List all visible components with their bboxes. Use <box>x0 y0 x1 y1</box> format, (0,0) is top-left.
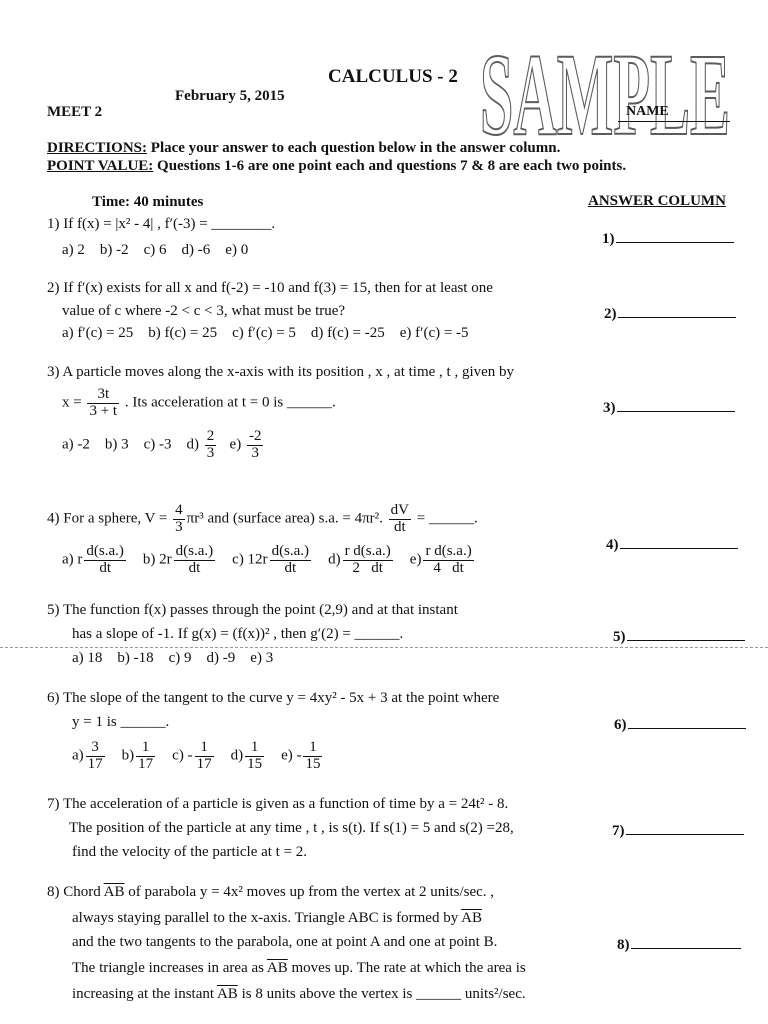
svg-text:SAMPLE: SAMPLE <box>480 34 730 144</box>
question-7-line-3: find the velocity of the particle at t = 2. <box>72 844 308 860</box>
question-8-line-4: The triangle increases in area as $\overline{AB}$ moves up. The rate at which the area is <box>72 960 526 976</box>
question-5-line-1: 5) The function f(x) passes through the point (2,9) and at that instant <box>47 602 458 618</box>
point-value-text: Questions 1-6 are one point each and questions 7 & 8 are each two points. <box>153 158 627 174</box>
question-7-line-1: 7) The acceleration of a particle is given as a function of time by a = 24t² - 8. <box>47 796 509 812</box>
question-8-line-3: and the two tangents to the parabola, one at point A and one at point B. <box>72 934 498 950</box>
directions-text: Place your answer to each question below in the answer column. <box>147 140 561 156</box>
directions-label: DIRECTIONS: <box>47 140 148 156</box>
answer-2[interactable]: 2) <box>604 303 736 323</box>
answer-5[interactable]: 5) <box>613 626 745 646</box>
question-4-text: 4) For a sphere, V = $\frac{4}{3}$ πr³ and (surface area) s.a. = 4πr². $\frac{dV}{dt}$ = ______. <box>47 502 478 535</box>
question-6-line-1: 6) The slope of the tangent to the curve y = 4xy² - 5x + 3 at the point where <box>47 690 500 706</box>
directions-line <box>47 140 560 157</box>
question-1-text: 1) If f(x) = |x² - 4| , f′(-3) = ________. <box>47 216 276 232</box>
question-3-choices: a) -2 b) 3 c) -3 d) $\frac{2}{3}$ e) $\frac{-2}{3}$ <box>62 428 262 461</box>
question-8-line-5: increasing at the instant $\overline{AB}$ is 8 units above the vertex is ______ units²/sec. <box>72 986 526 1002</box>
name-field-line[interactable] <box>618 121 730 122</box>
answer-6[interactable]: 6) <box>614 714 746 734</box>
answer-7[interactable]: 7) <box>612 820 744 840</box>
question-2-line-2: value of c where -2 < c < 3, what must be true? <box>62 303 346 319</box>
name-label: NAME <box>626 104 669 119</box>
question-8-line-1: 8) Chord $\overline{AB}$ of parabola y = 4x² moves up from the vertex at 2 units/sec. , <box>47 884 495 900</box>
answer-1[interactable]: 1) <box>602 228 734 248</box>
page-title: CALCULUS - 2 <box>328 66 458 87</box>
question-1-choices: a) 2 b) -2 c) 6 d) -6 e) 0 <box>62 242 249 258</box>
meet-label: MEET 2 <box>47 104 103 120</box>
point-value-label: POINT VALUE: <box>47 158 154 174</box>
question-6-choices: a) $\frac{3}{17}$ b) $\frac{1}{17}$ c) - $\frac{1}{17}$ d) $\frac{1}{15}$ e) - $\frac{1}{15}$ <box>72 739 321 772</box>
question-3-equation: x = $\frac{3t}{3 + t}$ . Its acceleration at t = 0 is ______. <box>62 386 336 419</box>
scan-divider <box>0 647 768 648</box>
question-2-choices: a) f′(c) = 25 b) f(c) = 25 c) f′(c) = 5 d) f(c) = -25 e) f′(c) = -5 <box>62 325 469 341</box>
exam-date: February 5, 2015 <box>175 88 285 104</box>
position-fraction: $\frac{3t}{3 + t}$ <box>89 386 118 419</box>
time-limit: Time: 40 minutes <box>92 194 204 210</box>
answer-4[interactable]: 4) <box>606 534 738 554</box>
question-8-line-2: always staying parallel to the x-axis. Triangle ABC is formed by $\overline{AB}$ <box>72 910 482 926</box>
question-7-line-2: The position of the particle at any time , t , is s(t). If s(1) = 5 and s(2) =28, <box>69 820 514 836</box>
point-value-line <box>47 158 626 175</box>
question-6-line-2: y = 1 is ______. <box>72 714 170 730</box>
question-2-line-1: 2) If f′(x) exists for all x and f(-2) = -10 and f(3) = 15, then for at least one <box>47 280 493 296</box>
question-5-line-2: has a slope of -1. If g(x) = (f(x))² , then g′(2) = ______. <box>72 626 404 642</box>
question-4-choices: a) r $\frac{d(s.a.)}{dt}$ b) 2r $\frac{d(s.a.)}{dt}$ c) 12r $\frac{d(s.a.)}{dt}$ d) $\frac{\text{r d(s.a.)}}{2 dt}$ e) $\frac{\text{r d(s.a.)}}{4 dt}$ <box>62 543 472 576</box>
answer-3[interactable]: 3) <box>603 397 735 417</box>
sample-watermark <box>478 34 732 144</box>
answer-column-label: ANSWER COLUMN <box>588 193 726 209</box>
question-3-line-1: 3) A particle moves along the x-axis with its position , x , at time , t , given by <box>47 364 515 380</box>
answer-8[interactable]: 8) <box>617 934 741 954</box>
question-5-choices: a) 18 b) -18 c) 9 d) -9 e) 3 <box>72 650 274 666</box>
